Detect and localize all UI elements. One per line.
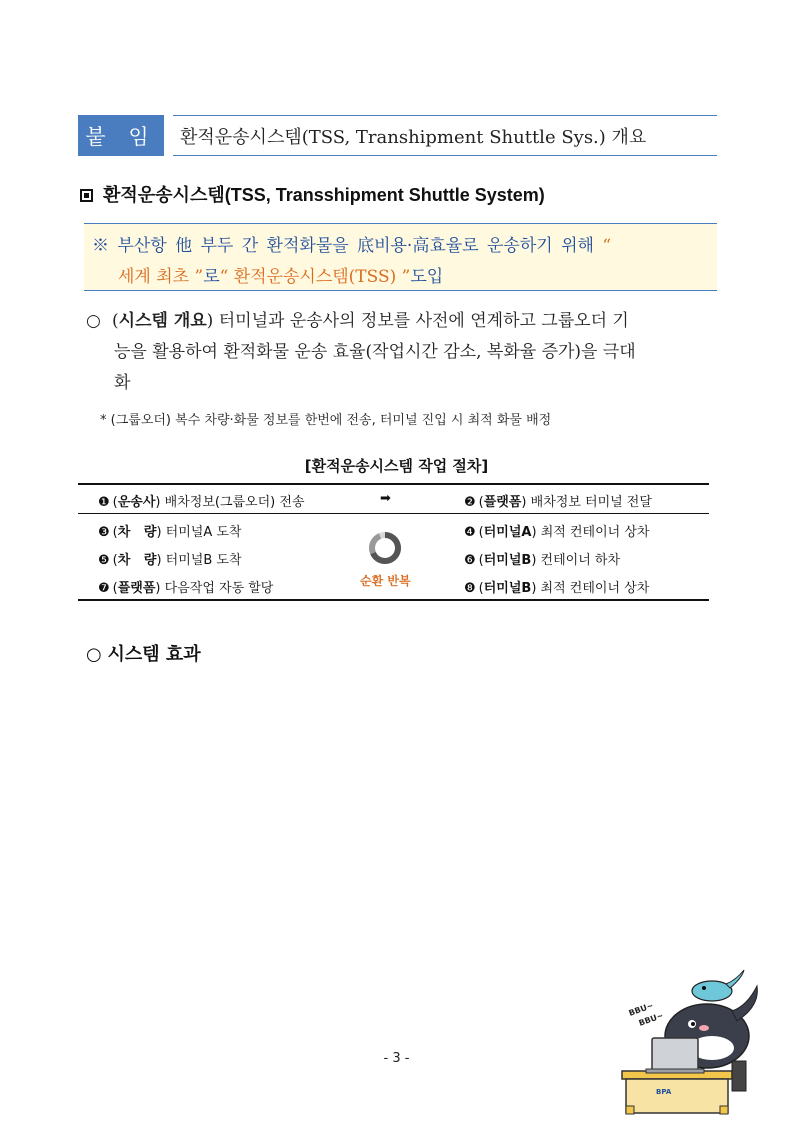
footnote: * (그룹오더) 복수 차량·화물 정보를 한번에 전송, 터미널 진입 시 최적 화물 배정 <box>100 413 552 428</box>
attachment-tag: 붙 임 <box>78 115 164 156</box>
table-divider <box>78 513 709 514</box>
table-caption: [환적운송시스템 작업 절차] <box>304 457 489 475</box>
note-line2-particle: 로 <box>203 267 220 287</box>
section-heading <box>80 181 545 207</box>
effect-heading <box>86 640 201 666</box>
step-5: ❺ (차 량) 터미널B 도착 <box>98 553 242 568</box>
overview-label: 시스템 개요 <box>118 311 207 331</box>
step-8: ❽ (터미널B) 최적 컨테이너 상차 <box>464 581 650 596</box>
step-7: ❼ (플랫폼) 다음작업 자동 할당 <box>98 581 274 596</box>
note-line-2 <box>118 262 443 287</box>
note-line2-intro: 도입 <box>410 267 444 287</box>
step-3: ❸ (차 량) 터미널A 도착 <box>98 525 242 540</box>
overview-line-3: 화 <box>114 373 131 393</box>
effect-heading-label: 시스템 효과 <box>107 644 201 665</box>
square-bullet-icon <box>80 189 93 202</box>
note-line-1 <box>92 231 611 256</box>
document-title: 환적운송시스템(TSS, Transhipment Shuttle Sys.) 개요 <box>173 115 717 156</box>
note-box <box>84 223 717 291</box>
svg-text:BPA: BPA <box>656 1088 672 1096</box>
overview-line-1: 터미널과 운송사의 정보를 사전에 연계하고 그룹오더 기 <box>218 311 629 331</box>
step-4: ❹ (터미널A) 최적 컨테이너 상차 <box>464 525 650 540</box>
svg-text:BBU~: BBU~ <box>637 1010 665 1028</box>
procedure-table <box>78 483 709 601</box>
page-number: - 3 - <box>383 1051 410 1066</box>
note-line1-quote: “ <box>602 236 612 256</box>
arrow-right-icon: ➡ <box>380 491 391 506</box>
circle-bullet-icon: ○ <box>86 311 101 331</box>
overview-paragraph: ○ (시스템 개요) 터미널과 운송사의 정보를 사전에 연계하고 그룹오더 기 능을 활용하여 환적화물 운송 효율(작업시간 감소, 복화율 증가)을 극대 화 <box>86 306 718 399</box>
mascot-illustration <box>612 966 762 1116</box>
cycle-label: 순환 반복 <box>360 574 411 588</box>
section-heading-text: 환적운송시스템(TSS, Transshipment Shuttle System) <box>103 185 545 205</box>
note-line2-system-name: “ 환적운송시스템(TSS) ” <box>219 267 411 287</box>
circle-bullet-icon: ○ <box>86 644 102 665</box>
step-6: ❻ (터미널B) 컨테이너 하차 <box>464 553 621 568</box>
overview-line-2: 능을 활용하여 환적화물 운송 효율(작업시간 감소, 복화율 증가)을 극대 <box>114 342 636 362</box>
note-line1-text: 부산항 他 부두 간 환적화물을 底비용·高효율로 운송하기 위해 <box>117 236 594 256</box>
svg-text:BBU~: BBU~ <box>627 1000 655 1018</box>
step-2: ❷ (플랫폼) 배차정보 터미널 전달 <box>464 495 652 510</box>
note-mark: ※ <box>92 236 109 256</box>
note-line2-world-first: 세계 최초 ” <box>118 267 204 287</box>
step-1: ❶ (운송사) 배차정보(그룹오더) 전송 <box>98 495 305 510</box>
cycle-icon <box>368 531 402 565</box>
